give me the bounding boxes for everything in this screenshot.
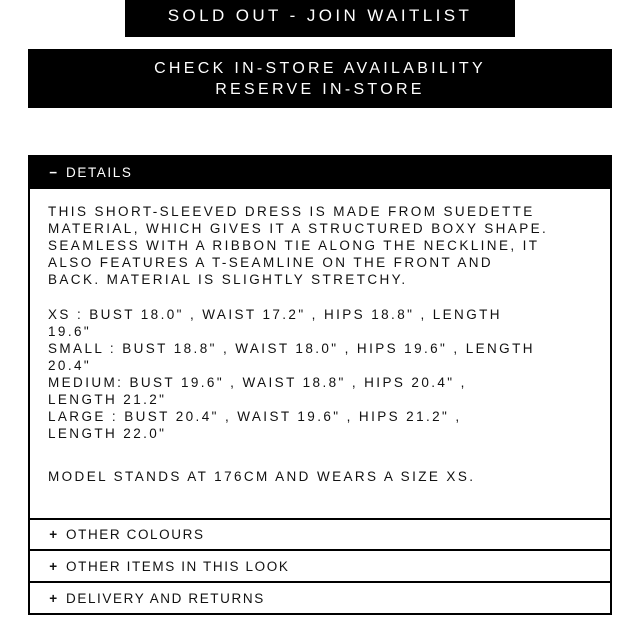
- size-line: 20.4": [48, 358, 92, 373]
- size-line: LENGTH 22.0": [48, 426, 167, 441]
- size-line: LARGE : BUST 20.4" , WAIST 19.6" , HIPS 21.2" ,: [48, 409, 462, 424]
- model-info-line: MODEL STANDS AT 176CM AND WEARS A SIZE XS.: [48, 469, 476, 484]
- paragraph-spacer: [48, 288, 596, 306]
- join-waitlist-button[interactable]: [125, 0, 515, 37]
- description-line: THIS SHORT-SLEEVED DRESS IS MADE FROM SUEDETTE: [48, 204, 535, 219]
- other-colours-title: OTHER COLOURS: [66, 527, 205, 542]
- size-line: MEDIUM: BUST 19.6" , WAIST 18.8" , HIPS 20.4" ,: [48, 375, 467, 390]
- description-line: MATERIAL, WHICH GIVES IT A STRUCTURED BOXY SHAPE.: [48, 221, 549, 236]
- expand-plus-icon: +: [49, 590, 59, 606]
- other-items-in-look-section[interactable]: [28, 551, 612, 583]
- other-items-in-look-title: OTHER ITEMS IN THIS LOOK: [66, 558, 290, 574]
- join-waitlist-label: SOLD OUT - JOIN WAITLIST: [167, 5, 473, 25]
- product-info-accordion: [28, 155, 612, 615]
- size-line: LENGTH 21.2": [48, 392, 167, 407]
- collapse-minus-icon: −: [49, 164, 59, 180]
- size-line: SMALL : BUST 18.8" , WAIST 18.0" , HIPS 19.6" , LENGTH: [48, 341, 535, 356]
- delivery-and-returns-section[interactable]: [28, 583, 612, 615]
- expand-plus-icon: +: [49, 558, 59, 574]
- description-line: BACK. MATERIAL IS SLIGHTLY STRETCHY.: [48, 272, 408, 287]
- description-line: SEAMLESS WITH A RIBBON TIE ALONG THE NECKLINE, IT: [48, 238, 540, 253]
- other-colours-section[interactable]: [28, 518, 612, 551]
- paragraph-spacer: [48, 442, 596, 468]
- details-section-header[interactable]: [28, 155, 612, 189]
- delivery-and-returns-title: DELIVERY AND RETURNS: [66, 590, 265, 606]
- expand-plus-icon: +: [49, 527, 59, 542]
- details-section-title: DETAILS: [66, 164, 133, 180]
- size-line: XS : BUST 18.0" , WAIST 17.2" , HIPS 18.8" , LENGTH: [48, 307, 502, 322]
- size-line: 19.6": [48, 324, 92, 339]
- details-section-body: [28, 189, 612, 520]
- reserve-in-store-label: RESERVE IN-STORE: [215, 80, 425, 98]
- check-in-store-availability-button[interactable]: [28, 49, 612, 108]
- check-availability-label: CHECK IN-STORE AVAILABILITY: [154, 59, 486, 77]
- description-line: ALSO FEATURES A T-SEAMLINE ON THE FRONT AND: [48, 255, 494, 270]
